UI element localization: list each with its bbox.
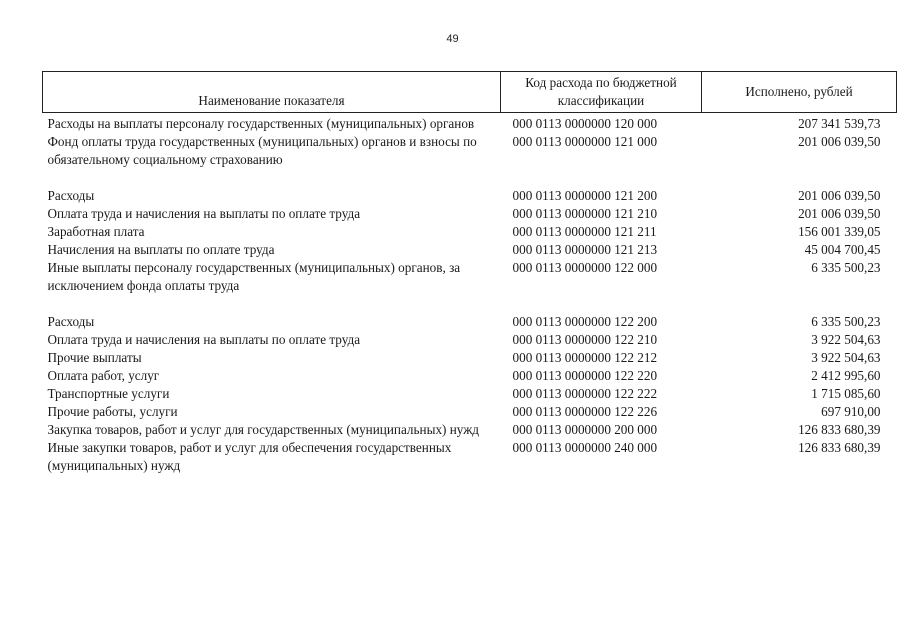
executed-amount-cell: 201 006 039,50 [798, 134, 881, 149]
indicator-name-cell: Расходы [47, 314, 95, 329]
budget-code-cell: 000 0113 0000000 122 222 [512, 386, 658, 401]
executed-amount-cell: 201 006 039,50 [798, 188, 881, 203]
budget-code-cell: 000 0113 0000000 120 000 [512, 116, 658, 131]
budget-code-cell: 000 0113 0000000 240 000 [512, 440, 658, 455]
indicator-name-cell: Иные выплаты персоналу государственных (муниципальных) органов, за исключением фонда оплаты труда [47, 260, 461, 293]
executed-amount-cell: 45 004 700,45 [804, 242, 881, 257]
header-executed-amount: Исполнено, рублей [702, 72, 897, 113]
indicator-name-cell: Расходы [47, 188, 95, 203]
budget-code-cell: 000 0113 0000000 121 211 [512, 224, 657, 239]
budget-code-cell: 000 0113 0000000 122 226 [512, 404, 658, 419]
indicator-name-cell: Фонд оплаты труда государственных (муниципальных) органов и взносы по обязательному социальному страхованию [47, 134, 477, 167]
table-row [43, 241, 897, 259]
indicator-name-cell: Иные закупки товаров, работ и услуг для обеспечения государственных (муниципальных) нужд [47, 440, 452, 473]
indicator-name-cell: Прочие выплаты [47, 350, 142, 365]
table-row [43, 385, 897, 403]
budget-code-cell: 000 0113 0000000 121 000 [512, 134, 658, 149]
row-spacer [43, 169, 897, 187]
table-header [43, 72, 897, 113]
executed-amount-cell: 3 922 504,63 [811, 332, 881, 347]
table-row [43, 403, 897, 421]
executed-amount-cell: 3 922 504,63 [811, 350, 881, 365]
executed-amount-cell: 2 412 995,60 [811, 368, 881, 383]
indicator-name-cell: Расходы на выплаты персоналу государственных (муниципальных) органов [47, 116, 475, 131]
table-row [43, 421, 897, 439]
table-row [43, 367, 897, 385]
indicator-name-cell: Оплата труда и начисления на выплаты по оплате труда [47, 206, 361, 221]
indicator-name-cell: Оплата работ, услуг [47, 368, 160, 383]
table-row [43, 187, 897, 205]
indicator-name-cell: Начисления на выплаты по оплате труда [47, 242, 275, 257]
indicator-name-cell: Прочие работы, услуги [47, 404, 178, 419]
spacer-cell [43, 169, 897, 187]
executed-amount-cell: 126 833 680,39 [798, 422, 881, 437]
table-row [43, 223, 897, 241]
budget-code-cell: 000 0113 0000000 122 220 [512, 368, 658, 383]
executed-amount-cell: 207 341 539,73 [798, 116, 881, 131]
executed-amount-cell: 6 335 500,23 [811, 314, 881, 329]
header-row [43, 72, 897, 113]
row-spacer [43, 295, 897, 313]
expenditure-table [42, 71, 897, 475]
table-row [43, 313, 897, 331]
table-row [43, 349, 897, 367]
executed-amount-cell: 697 910,00 [821, 404, 881, 419]
header-indicator-name: Наименование показателя [43, 72, 501, 113]
indicator-name-cell: Оплата труда и начисления на выплаты по оплате труда [47, 332, 361, 347]
budget-code-cell: 000 0113 0000000 121 210 [512, 206, 658, 221]
page-number: 49 [446, 33, 459, 45]
executed-amount-cell: 1 715 085,60 [811, 386, 881, 401]
header-budget-code: Код расхода по бюджетной классификации [501, 72, 702, 113]
budget-code-cell: 000 0113 0000000 121 200 [512, 188, 658, 203]
table-row [43, 133, 897, 169]
indicator-name-cell: Закупка товаров, работ и услуг для государственных (муниципальных) нужд [47, 422, 480, 437]
budget-code-cell: 000 0113 0000000 122 000 [512, 260, 658, 275]
spacer-cell [43, 295, 897, 313]
budget-code-cell: 000 0113 0000000 122 212 [512, 350, 658, 365]
indicator-name-cell: Заработная плата [47, 224, 145, 239]
table-row [43, 205, 897, 223]
executed-amount-cell: 201 006 039,50 [798, 206, 881, 221]
indicator-name-cell: Транспортные услуги [47, 386, 170, 401]
budget-code-cell: 000 0113 0000000 121 213 [512, 242, 658, 257]
table-body [43, 113, 897, 476]
table-row [43, 259, 897, 295]
executed-amount-cell: 6 335 500,23 [811, 260, 881, 275]
executed-amount-cell: 126 833 680,39 [798, 440, 881, 455]
table-row [43, 439, 897, 475]
table-row [43, 113, 897, 134]
table-row [43, 331, 897, 349]
budget-code-cell: 000 0113 0000000 200 000 [512, 422, 658, 437]
budget-code-cell: 000 0113 0000000 122 210 [512, 332, 658, 347]
budget-code-cell: 000 0113 0000000 122 200 [512, 314, 658, 329]
executed-amount-cell: 156 001 339,05 [798, 224, 881, 239]
